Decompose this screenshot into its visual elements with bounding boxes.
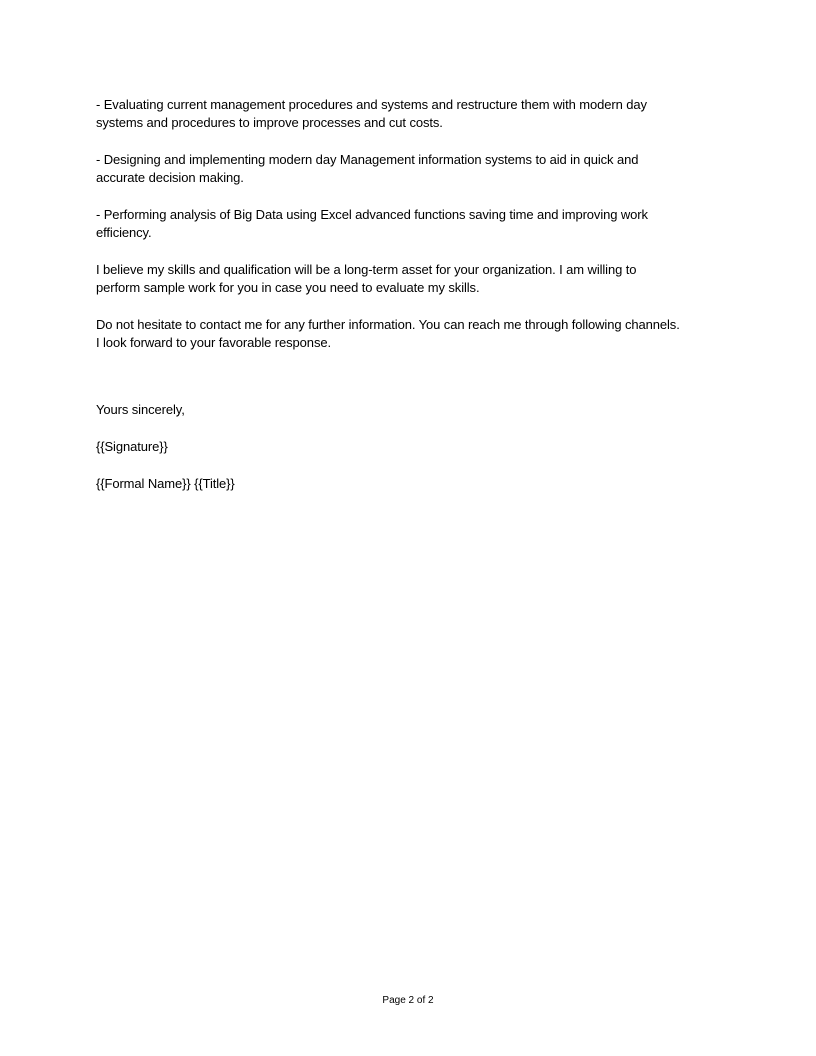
letter-body [96,96,726,493]
paragraph-text-line: perform sample work for you in case you need to evaluate my skills. [96,280,480,295]
paragraph-skills [96,261,726,297]
page-number-footer: Page 2 of 2 [382,995,434,1006]
bullet-text-line: efficiency. [96,225,152,240]
closing-salutation: Yours sincerely, [96,402,185,417]
bullet-item-performing [96,206,726,242]
paragraph-text-line: I believe my skills and qualification will be a long-term asset for your organization. I am willing to [96,262,637,277]
paragraph-text-line: I look forward to your favorable response. [96,335,331,350]
closing-spacer [96,371,726,401]
bullet-text-line: - Evaluating current management procedures and systems and restructure them with modern day [96,97,647,112]
title-placeholder: {{Title}} [194,476,235,491]
paragraph-contact [96,316,726,352]
bullet-item-evaluating [96,96,726,132]
bullet-text-line: - Performing analysis of Big Data using Excel advanced functions saving time and improving work [96,207,648,222]
bullet-item-designing [96,151,726,187]
bullet-text-line: accurate decision making. [96,170,244,185]
formal-name-placeholder: {{Formal Name}} [96,476,191,491]
name-title-line [96,475,726,493]
bullet-text-line: systems and procedures to improve processes and cut costs. [96,115,443,130]
bullet-text-line: - Designing and implementing modern day Management information systems to aid in quick and [96,152,639,167]
paragraph-text-line: Do not hesitate to contact me for any further information. You can reach me through following channels. [96,317,680,332]
signature-placeholder: {{Signature}} [96,439,168,454]
